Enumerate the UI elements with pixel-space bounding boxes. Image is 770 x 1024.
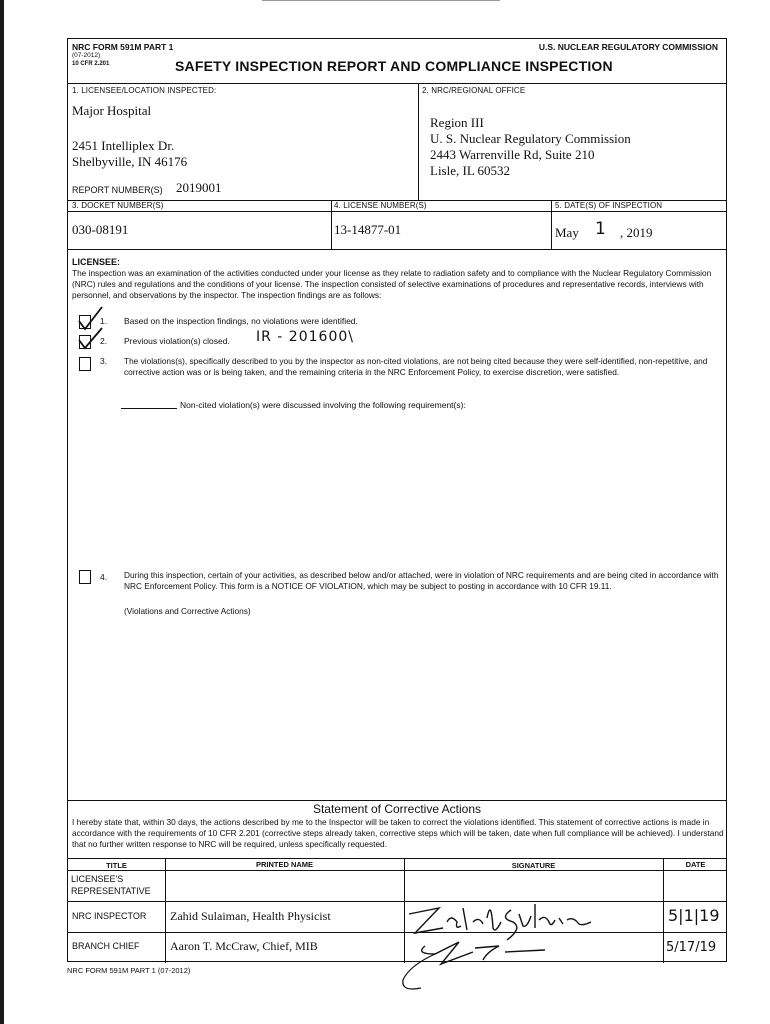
divider bbox=[418, 83, 419, 200]
regional-office-label: 2. NRC/REGIONAL OFFICE bbox=[422, 86, 526, 95]
header-signature: SIGNATURE bbox=[511, 861, 556, 870]
divider bbox=[68, 83, 726, 84]
licensee-location-label: 1. LICENSEE/LOCATION INSPECTED: bbox=[72, 86, 217, 95]
licensee-intro: The inspection was an examination of the activities conducted under your license as they relate to radiation safety and to compliance with the Nuclear Regulatory Commission (NRC) rules and regulations and the conditions of your license. The inspection consisted of selective examinations of procedures and representative records, interviews with personnel, and observations by the inspector. The inspection findings are as follows: bbox=[72, 268, 712, 300]
regional-office-line2: U. S. Nuclear Regulatory Commission bbox=[430, 131, 631, 146]
divider bbox=[68, 211, 726, 212]
closed-report-handwriting: IR - 201600\ bbox=[256, 329, 354, 345]
item2-text: Previous violation(s) closed. bbox=[124, 336, 230, 346]
item3-checkbox[interactable] bbox=[79, 357, 91, 371]
licensee-address-line1: 2451 Intelliplex Dr. bbox=[72, 138, 175, 153]
row-branch-date: 5/17/19 bbox=[666, 940, 717, 955]
agency-name: U.S. NUCLEAR REGULATORY COMMISSION bbox=[538, 42, 718, 52]
divider bbox=[165, 858, 166, 963]
divider bbox=[551, 200, 552, 249]
row-inspector-date: 5|1|19 bbox=[668, 906, 720, 925]
divider bbox=[68, 870, 726, 871]
inspection-year: , 2019 bbox=[620, 225, 653, 240]
divider bbox=[331, 200, 332, 249]
row-branch-title: BRANCH CHIEF bbox=[72, 941, 140, 951]
regional-office-line1: Region III bbox=[430, 115, 484, 130]
licensee-address-line2: Shelbyville, IN 46176 bbox=[72, 154, 188, 169]
item1-text: Based on the inspection findings, no violations were identified. bbox=[124, 316, 358, 326]
row-inspector-title: NRC INSPECTOR bbox=[72, 911, 147, 921]
scan-artifact bbox=[262, 0, 500, 1]
header-date: DATE bbox=[685, 860, 706, 869]
item1-number: 1. bbox=[100, 316, 108, 326]
inspection-date-label: 5. DATE(S) OF INSPECTION bbox=[555, 201, 663, 210]
report-number-value: 2019001 bbox=[176, 180, 222, 195]
violations-label: (Violations and Corrective Actions) bbox=[124, 606, 251, 616]
form-name: NRC FORM 591M PART 1 bbox=[72, 42, 174, 52]
inspection-form bbox=[67, 38, 727, 962]
docket-label: 3. DOCKET NUMBER(S) bbox=[72, 201, 164, 210]
regional-office-line3: 2443 Warrenville Rd, Suite 210 bbox=[430, 147, 595, 162]
licensee-name: Major Hospital bbox=[72, 103, 152, 118]
divider bbox=[68, 800, 726, 801]
page-title: SAFETY INSPECTION REPORT AND COMPLIANCE INSPECTION bbox=[175, 58, 613, 74]
form-date: (07-2012) bbox=[72, 52, 101, 59]
item3-number: 3. bbox=[100, 356, 108, 366]
noncited-text: Non-cited violation(s) were discussed involving the following requirement(s): bbox=[180, 400, 466, 410]
blank-line bbox=[121, 408, 177, 409]
row-inspector-name: Zahid Sulaiman, Health Physicist bbox=[170, 909, 331, 923]
inspector-signature bbox=[395, 888, 600, 996]
cfr-reference: 10 CFR 2.201 bbox=[72, 61, 110, 67]
header-printed-name: PRINTED NAME bbox=[255, 860, 314, 869]
inspection-day: 1 bbox=[595, 219, 606, 239]
report-number-label: REPORT NUMBER(S) bbox=[72, 185, 163, 195]
license-value: 13-14877-01 bbox=[334, 222, 402, 237]
footer-form-id: NRC FORM 591M PART 1 (07-2012) bbox=[67, 966, 191, 975]
item4-number: 4. bbox=[100, 572, 108, 582]
item2-number: 2. bbox=[100, 336, 108, 346]
row-licensee-title: LICENSEE'S REPRESENTATIVE bbox=[71, 874, 151, 896]
item3-text: The violations(s), specifically described to you by the inspector as non-cited violations, are not being cited because they were self-identified, non-repetitive, and corrective action was or is being taken, and the remaining criteria in the NRC Enforcement Policy, to exercise discretion, were satisfied. bbox=[124, 356, 708, 377]
inspection-month: May bbox=[555, 225, 579, 240]
divider bbox=[663, 858, 664, 963]
divider bbox=[68, 249, 726, 250]
corrective-text: I hereby state that, within 30 days, the actions described by me to the Inspector will be taken to correct the violations identified. This statement of corrective actions is made in accordance with the requirements of 10 CFR 2.201 (corrective steps already taken, corrective steps which will be taken, date when full compliance will be achieved). I understand that no further written response to NRC will be required, unless specifically requested. bbox=[72, 817, 724, 849]
header-title: TITLE bbox=[106, 861, 127, 870]
corrective-title: Statement of Corrective Actions bbox=[312, 802, 482, 816]
row-branch-name: Aaron T. McCraw, Chief, MIB bbox=[170, 939, 318, 953]
docket-value: 030-08191 bbox=[72, 222, 129, 237]
scan-edge bbox=[0, 0, 4, 1024]
item4-checkbox[interactable] bbox=[79, 570, 91, 584]
regional-office-line4: Lisle, IL 60532 bbox=[430, 163, 511, 178]
license-label: 4. LICENSE NUMBER(S) bbox=[334, 201, 427, 210]
divider bbox=[68, 858, 726, 859]
item4-text: During this inspection, certain of your activities, as described below and/or attached, were in violation of NRC requirements and are being cited in accordance with NRC Enforcement Policy. This form is a NOTICE OF VIOLATION, which may be subject to posting in accordance with 10 CFR 19.11. bbox=[124, 570, 719, 591]
licensee-heading: LICENSEE: bbox=[72, 257, 121, 267]
